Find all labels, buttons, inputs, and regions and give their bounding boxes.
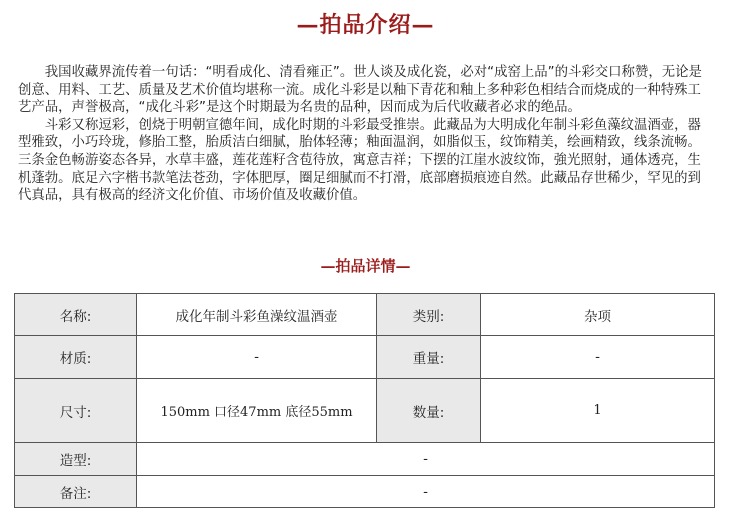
table-row <box>15 443 715 476</box>
intro-paragraph: 斗彩又称逗彩，创烧于明朝宣德年间，成化时期的斗彩最受推崇。此藏品为大明成化年制斗彩鱼藻纹温酒壶，器型雅致，小巧玲珑，修胎工整，胎质洁白细腻，胎体轻薄；釉面温润，如脂似玉，纹饰精美，绘画精致，线条流畅。三条金色畅游姿态各异，水草丰盛，莲花莲籽含苞待放，寓意吉祥；下摆的江崖水波纹饰，強光照射，通体透亮，生机蓬勃。底足六字楷书款笔法苍劲，字体肥厚，圈足细腻而不打滑，底部磨损痕迹自然。此藏品存世稀少，罕见的到代真品，具有极高的经济文化价值、市场价值及收藏价值。 <box>18 117 701 204</box>
name-label: 名称: <box>15 294 137 336</box>
table-row <box>15 294 715 336</box>
material-value: - <box>137 336 377 379</box>
weight-label: 重量: <box>377 336 481 379</box>
table-row <box>15 336 715 379</box>
name-value: 成化年制斗彩鱼澡纹温酒壶 <box>137 294 377 336</box>
table-row <box>15 476 715 508</box>
category-value: 杂项 <box>481 294 715 336</box>
remark-label: 备注: <box>15 476 137 508</box>
table-row <box>15 379 715 443</box>
category-label: 类别: <box>377 294 481 336</box>
remark-value: - <box>137 476 715 508</box>
intro-text <box>18 64 712 205</box>
details-table <box>14 293 715 508</box>
quantity-value: 1 <box>481 379 715 443</box>
section-title-details: —拍品详情— <box>320 257 411 275</box>
shape-value: - <box>137 443 715 476</box>
intro-paragraph: 我国收藏界流传着一句话：“明看成化、清看雍正”。世人谈及成化瓷，必对“成窑上品”的斗彩交口称赞，无论是创意、用料、工艺、质量及艺术价值均堪称一流。成化斗彩是以釉下青花和釉上多种彩色相结合而烧成的一种特殊工艺产品，声誉极高，“成化斗彩”是这个时期最为名贵的品种，因而成为后代收藏者必求的绝品。 <box>18 65 702 116</box>
size-value: 150mm 口径47mm 底径55mm <box>137 379 377 443</box>
quantity-label: 数量: <box>377 379 481 443</box>
section-title-intro: —拍品介绍— <box>296 12 435 38</box>
weight-value: - <box>481 336 715 379</box>
size-label: 尺寸: <box>15 379 137 443</box>
material-label: 材质: <box>15 336 137 379</box>
shape-label: 造型: <box>15 443 137 476</box>
